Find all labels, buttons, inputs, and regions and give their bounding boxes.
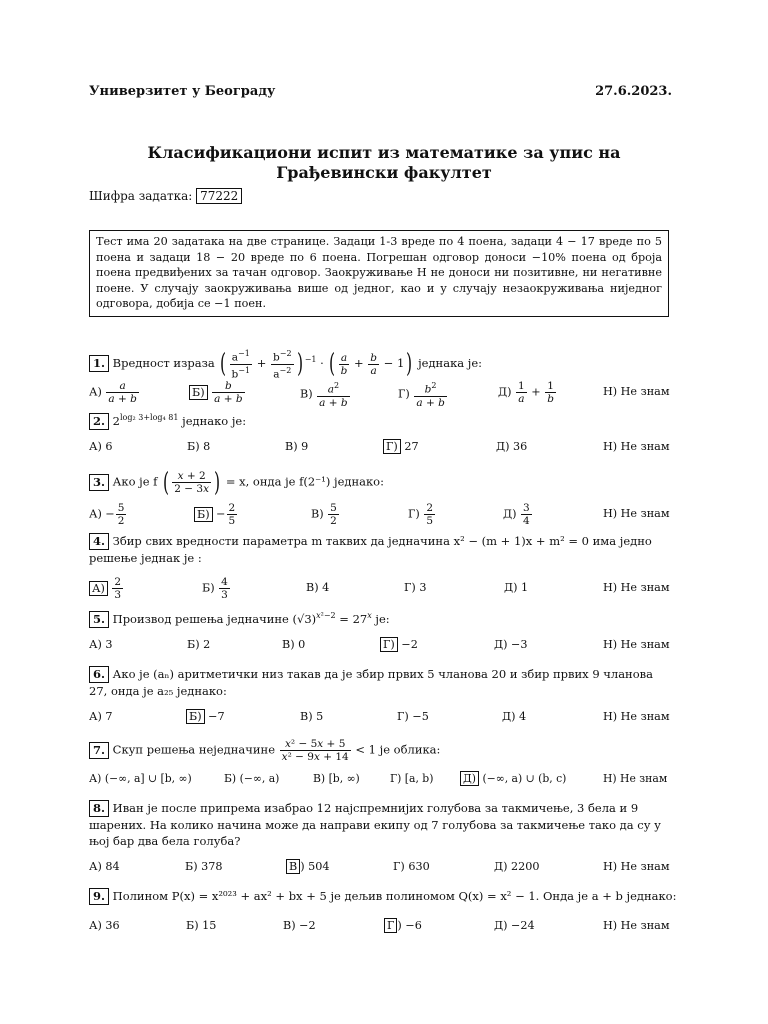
option-g[interactable]: Г) 27 [383, 440, 419, 453]
question-1 [89, 348, 482, 380]
option-g[interactable]: Г) $\frac{2}{5}$ [408, 502, 434, 527]
answers-8 [89, 860, 673, 882]
option-d[interactable]: Д) −24 [494, 919, 535, 932]
question-text-end: је: [375, 611, 390, 626]
expression-exponent: log₂ 3+log₄ 81 [120, 413, 179, 422]
question-text: Ако је f [112, 474, 158, 489]
option-v[interactable]: В) 9 [285, 440, 309, 453]
answers-9 [89, 919, 673, 941]
question-2 [89, 410, 246, 430]
option-b[interactable]: Б) 378 [185, 860, 223, 873]
option-v[interactable]: В) [b, ∞) [313, 772, 360, 785]
question-number: 9. [89, 888, 109, 905]
question-9 [89, 888, 679, 905]
option-b[interactable]: Б) $\frac{b}{a + b}$ [189, 380, 246, 405]
option-n[interactable]: Н) Не знам [603, 860, 670, 873]
question-text-end: < 1 је облика: [355, 742, 441, 757]
option-a[interactable]: А) 7 [89, 710, 113, 723]
question-text: Производ решења једначине [112, 611, 289, 626]
answers-3 [89, 502, 673, 527]
answers-5 [89, 638, 673, 660]
question-number: 5. [89, 611, 109, 628]
question-number: 2. [89, 413, 109, 430]
option-n[interactable]: Н) Не знам [603, 710, 670, 723]
option-n[interactable]: Н) Не знам [603, 440, 670, 453]
task-code [89, 188, 242, 204]
answers-7 [89, 772, 673, 794]
option-d[interactable]: Д) −3 [494, 638, 528, 651]
option-d[interactable]: Д) 2200 [494, 860, 540, 873]
option-g[interactable]: Г) −5 [397, 710, 429, 723]
option-d[interactable]: Д) $\frac{3}{4}$ [503, 502, 530, 527]
option-n[interactable]: Н) Не знам [603, 638, 670, 651]
expression-base: 2 [112, 413, 120, 428]
question-number: 8. [89, 800, 109, 817]
option-n[interactable]: Н) Не знам [603, 919, 670, 932]
option-g[interactable]: Г) $\frac{b^2}{a + b}$ [398, 381, 445, 409]
option-a[interactable]: А) (−∞, a] ∪ [b, ∞) [89, 772, 192, 785]
question-text: Иван је после припрема изабрао 12 најспремнијих голубова за такмичење, 3 бела и 9 шарених. На колико начина може да направи екипу од 7 голубова за такмичење тако да су у њој бар два бела голуба? [89, 801, 661, 848]
option-b[interactable]: Б) − $\frac{2}{5}$ [194, 502, 238, 527]
question-text: Скуп решења неједначине [112, 742, 275, 757]
option-g[interactable]: Г ) −6 [384, 919, 422, 932]
option-a[interactable]: А) 3 [89, 638, 113, 651]
option-d[interactable]: Д) 4 [502, 710, 527, 723]
option-g[interactable]: Г) −2 [380, 638, 418, 651]
option-d[interactable]: Д) (−∞, a) ∪ (b, c) [460, 772, 566, 785]
answers-1 [89, 380, 673, 409]
option-n[interactable]: Н) Не знам [603, 507, 670, 520]
option-d[interactable]: Д) 36 [496, 440, 528, 453]
option-b[interactable]: Б) 8 [187, 440, 211, 453]
question-text: Збир свих вредности параметра m таквих да једначина x² − (m + 1)x + m² = 0 има једно решење једнак је : [89, 534, 652, 565]
option-a[interactable]: А) − $\frac{5}{2}$ [89, 502, 125, 527]
option-g[interactable]: Г) [a, b) [390, 772, 434, 785]
option-a[interactable]: А) $\frac{2}{3}$ [89, 576, 124, 601]
question-3: 3. Ако је f ( $\frac{x + 2}{2 - 3x}$ ) = x, онда је f(2⁻¹) једнако: [89, 470, 384, 495]
exam-date: 27.6.2023. [595, 84, 672, 99]
instructions-box: Тест има 20 задатака на две странице. Задаци 1-3 вреде по 4 поена, задаци 4 − 17 вреде по 5 поена и задаци 18 − 20 вреде по 6 поена. Погрешан одговор доноси −10% поена од броја поена предвиђених за тачан одговор. Заокруживање Н не доноси ни позитивне, ни негативне поене. У случају заокруживања више од једног, као и у случају незаокруживања ниједног одговора, добија се −1 поен. [89, 230, 669, 317]
option-g[interactable]: Г) 3 [404, 581, 427, 594]
task-code-label: Шифра задатка: [89, 189, 193, 203]
question-text-end: једнака је: [418, 356, 483, 370]
answers-6 [89, 710, 673, 732]
title-line-2: Грађевински факултет [276, 163, 492, 182]
option-a[interactable]: А) $\frac{a}{a + b}$ [89, 380, 137, 405]
question-text: Вредност израза [112, 356, 215, 370]
page-title [80, 143, 688, 183]
expression: ( $\frac{a^{-1}}{b^{-1}}$ + $\frac{b^{-2}}{a^{-2}}$ ) $^{-1}$ · ( $\frac{a}{b}$ + $\frac{b}{a}$ − 1) [220, 349, 413, 380]
option-v[interactable]: В ) 504 [286, 860, 330, 873]
option-v[interactable]: В) 5 [300, 710, 324, 723]
option-a[interactable]: А) 36 [89, 919, 120, 932]
answers-4 [89, 576, 673, 601]
question-text: једнако је: [182, 413, 247, 428]
question-7: 7. Скуп решења неједначине $\frac{\text{x² − 5x + 5}}{\text{x² − 9x + 14}}$ < 1 је облика: [89, 738, 440, 763]
question-5 [89, 608, 390, 628]
question-4 [89, 533, 673, 566]
question-text-end: = x, онда је f(2⁻¹) једнако: [225, 474, 384, 489]
answers-2 [89, 440, 673, 462]
option-v[interactable]: В) $\frac{5}{2}$ [311, 502, 337, 527]
task-code-value: 77222 [196, 188, 242, 204]
option-n[interactable]: Н) Не знам [603, 385, 670, 398]
option-b[interactable]: Б) $\frac{4}{3}$ [202, 576, 228, 601]
option-d[interactable]: Д) 1 [504, 581, 529, 594]
option-a[interactable]: А) 6 [89, 440, 113, 453]
question-text: Ако је (aₙ) аритметички низ такав да је збир првих 5 чланова 20 и збир првих 9 чланова 27, онда је a₂₅ једнако: [89, 667, 653, 698]
option-a[interactable]: А) 84 [89, 860, 120, 873]
question-number: 6. [89, 666, 109, 683]
question-number: 1. [89, 355, 109, 372]
option-b[interactable]: Б) (−∞, a) [224, 772, 280, 785]
title-line-1: Класификациони испит из математике за упис на [147, 143, 621, 162]
equation: $(√3)^{x^2-2} = 27^x$ [292, 611, 372, 626]
option-d[interactable]: Д) $\frac{1}{a}$ + $\frac{1}{b}$ [498, 380, 554, 405]
option-v[interactable]: В) 4 [306, 581, 330, 594]
question-number: 4. [89, 533, 109, 550]
option-b[interactable]: Б) −7 [186, 710, 225, 723]
question-text: Полином P(x) = x²⁰²³ + ax² + bx + 5 је дељив полиномом Q(x) = x² − 1. Онда је a + b једнако: [112, 889, 677, 903]
question-number: 7. [89, 742, 109, 759]
option-b[interactable]: Б) 15 [186, 919, 217, 932]
option-n[interactable]: Н) Не знам [603, 772, 668, 785]
option-n[interactable]: Н) Не знам [603, 581, 670, 594]
option-v[interactable]: В) $\frac{a^2}{a + b}$ [300, 381, 348, 409]
university-name: Универзитет у Београду [89, 84, 276, 99]
question-number: 3. [89, 474, 109, 491]
option-b[interactable]: Б) 2 [187, 638, 211, 651]
option-g[interactable]: Г) 630 [393, 860, 430, 873]
option-v[interactable]: В) 0 [282, 638, 306, 651]
option-v[interactable]: В) −2 [283, 919, 316, 932]
question-8 [89, 800, 673, 849]
question-6 [89, 666, 673, 699]
